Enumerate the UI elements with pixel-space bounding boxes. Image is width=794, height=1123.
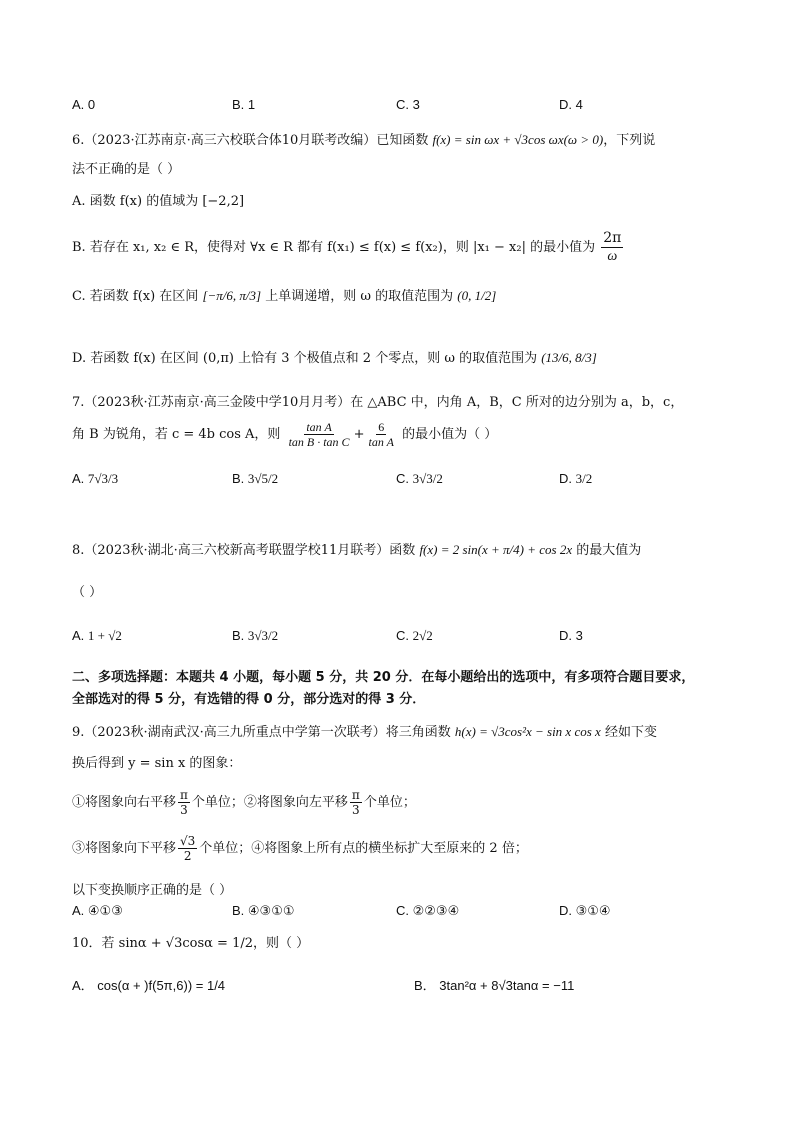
section2-line2: 全部选对的得 5 分，有选错的得 0 分，部分选对的得 3 分． — [72, 692, 426, 707]
q6-stem — [72, 131, 734, 150]
q8-option-b-label: B. — [232, 628, 245, 643]
q7-fraction-1: $\frac{\text{tan A}}{\text{tan B · tan C}}$ — [288, 420, 350, 449]
q7-option-c-value: 3√3/2 — [412, 471, 443, 486]
q6-option-c — [72, 287, 734, 306]
q6-option-b-fraction — [601, 230, 623, 265]
q7-fraction-2: $\frac{6}{\text{tan A}}$ — [368, 420, 394, 449]
q9-line1 — [72, 723, 734, 742]
q9-line1-post: 经如下变 — [604, 725, 657, 740]
q6-option-b-den: ω — [607, 249, 618, 264]
q8-function: f(x) = 2 sin(x + π/4) + cos 2x — [419, 542, 573, 557]
q10-option-a: A． cos(α + )f(5π,6)) = 1/4 — [72, 978, 226, 993]
q9-function: h(x) = √3cos²x − sin x cos x — [454, 724, 601, 739]
q7-option-b-label: B. — [232, 471, 245, 486]
q8-option-a-label: A. — [72, 628, 85, 643]
q8-line1-post: 的最大值为 — [576, 543, 642, 558]
q6-source: （2023·江苏南京·高三六校联合体10月联考改编） — [84, 133, 377, 148]
q9-line4 — [72, 834, 734, 863]
q9-line3c: 个单位； — [363, 795, 416, 810]
q6-stem-post: ，下列说 — [603, 133, 656, 148]
q8-line1-pre: 8.（2023秋·湖北·高三六校新高考联盟学校11月联考）函数 — [72, 543, 416, 558]
q9-pi-over-3-a: $\frac{\pi}{3}$ — [180, 788, 188, 817]
q7-option-a-value: 7√3/3 — [87, 471, 119, 486]
q9-line2: 换后得到 y = sin x 的图象： — [72, 756, 242, 771]
q6-option-d-pre: D. 若函数 f(x) 在区间 (0,π) 上恰有 3 个极值点和 2 个零点，则 ω 的取值范围为 — [72, 351, 538, 366]
q7-line2-pre: 角 B 为锐角，若 c = 4b cos A，则 — [72, 427, 281, 442]
q9-option-d: D. ③①④ — [559, 903, 611, 918]
q5-option-c: C. 3 — [396, 97, 420, 112]
q9-option-c: C. ②②③④ — [396, 903, 460, 918]
q9-line4b: 个单位；④将图象上所有点的横坐标扩大至原来的 2 倍； — [199, 841, 528, 856]
q8-option-b-value: 3√3/2 — [247, 628, 279, 643]
q8-option-a-value: 1 + √2 — [87, 628, 122, 643]
q10-option-b: B． 3tan²α + 8√3tanα = −11 — [414, 978, 575, 993]
q9-option-a: A. ④①③ — [72, 903, 123, 918]
q9-pi-over-3-b: $\frac{\pi}{3}$ — [351, 788, 360, 817]
q6-option-b-num: 2π — [603, 230, 622, 246]
q8-option-c-label: C. — [396, 628, 409, 643]
q9-line1-pre: 9.（2023秋·湖南武汉·高三九所重点中学第一次联考）将三角函数 — [72, 725, 451, 740]
q5-option-d: D. 4 — [559, 97, 583, 112]
q8-option-c — [396, 627, 433, 645]
q8-option-c-value: 2√2 — [412, 628, 433, 643]
section2-line1: 二、多项选择题：本题共 4 小题，每小题 5 分，共 20 分．在每小题给出的选项中，有多项符合题目要求， — [72, 670, 695, 685]
q6-option-b-text: B. 若存在 x₁, x₂ ∈ R，使得对 ∀x ∈ R 都有 f(x₁) ≤ f(x) ≤ f(x₂)，则 |x₁ − x₂| 的最小值为 — [72, 240, 596, 255]
q9-option-b: B. ④③①① — [232, 903, 295, 918]
q6-stem-pre: 已知函数 — [376, 133, 429, 148]
q7-option-d-label: D. — [559, 471, 572, 486]
q6-stem-line2: 法不正确的是（ ） — [72, 162, 181, 177]
q7-option-c-label: C. — [396, 471, 409, 486]
q7-line2: 角 B 为锐角，若 c = 4b cos A，则 $\frac{\text{tan A}}{\text{tan B · tan C}}$ + $\frac{6}{\text{tan A}}$ 的最小值为（ ） — [72, 420, 498, 449]
q9-line3b: 个单位；②将图象向左平移 — [191, 795, 348, 810]
q6-option-c-pre: C. 若函数 f(x) 在区间 — [72, 289, 199, 304]
q9-line3 — [72, 788, 734, 817]
q7-line1: 7.（2023秋·江苏南京·高三金陵中学10月月考）在 △ABC 中，内角 A，B，C 所对的边分别为 a，b，c， — [72, 395, 684, 410]
q8-line2: （ ） — [72, 585, 103, 600]
q6-option-c-interval: [−π/6, π/3] — [202, 288, 262, 303]
q6-function: f(x) = sin ωx + √3cos ωx(ω > 0) — [432, 132, 604, 147]
q6-option-b — [72, 230, 734, 265]
q7-option-a-label: A. — [72, 471, 85, 486]
q9-line4a: ③将图象向下平移 — [72, 841, 177, 856]
q7-option-b — [232, 470, 278, 488]
q6-option-d — [72, 349, 734, 368]
q6-option-c-mid: 上单调递增，则 ω 的取值范围为 — [265, 289, 454, 304]
q7-option-d-value: 3/2 — [575, 471, 593, 486]
q6-number: 6. — [72, 133, 85, 148]
q8-option-b — [232, 627, 278, 645]
q9-line3a: ①将图象向右平移 — [72, 795, 177, 810]
q8-option-d: D. 3 — [559, 628, 583, 643]
q9-line5: 以下变换顺序正确的是（ ） — [72, 883, 233, 898]
q10-line1: 10．若 sinα + √3cosα = 1/2，则（ ） — [72, 936, 310, 951]
q7-option-a — [72, 470, 118, 488]
q9-sqrt3-over-2: $\frac{√3}{2}$ — [180, 834, 196, 863]
q7-option-d — [559, 470, 592, 488]
q8-option-a — [72, 627, 122, 645]
q8-line1 — [72, 541, 734, 560]
q6-option-c-range: (0, 1/2] — [457, 288, 497, 303]
q6-option-d-range: (13/6, 8/3] — [541, 350, 597, 365]
q5-option-a: A. 0 — [72, 97, 96, 112]
q7-line2-post: 的最小值为（ ） — [402, 427, 498, 442]
q5-option-b: B. 1 — [232, 97, 256, 112]
q6-option-a: A. 函数 f(x) 的值域为 [−2,2] — [72, 194, 245, 209]
q7-option-c — [396, 470, 443, 488]
q7-option-b-value: 3√5/2 — [247, 471, 279, 486]
